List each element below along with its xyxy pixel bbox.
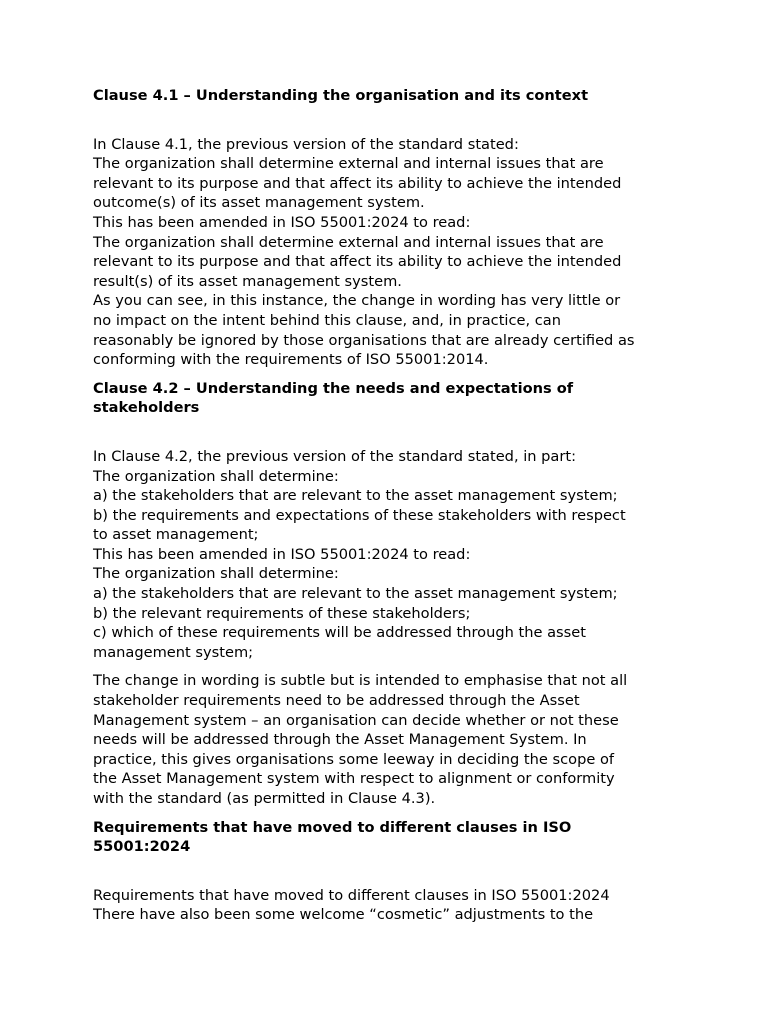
text-line: This has been amended in ISO 55001:2024 to read: xyxy=(93,545,471,563)
text-line: conforming with the requirements of ISO 55001:2014. xyxy=(93,351,489,369)
heading-line: Clause 4.2 – Understanding the needs and expectations of xyxy=(93,379,574,397)
paragraph-change-explanation xyxy=(93,671,683,808)
paragraph-clause-4-2 xyxy=(93,447,683,663)
text-line: The organization shall determine: xyxy=(93,565,339,583)
heading-line: 55001:2024 xyxy=(93,838,191,856)
text-line: The organization shall determine external and internal issues that are xyxy=(93,155,604,173)
text-line: reasonably be ignored by those organisations that are already certified as xyxy=(93,331,635,349)
text-line: no impact on the intent behind this clause, and, in practice, can xyxy=(93,311,561,329)
text-line: Management system – an organisation can decide whether or not these xyxy=(93,711,619,729)
text-line: Requirements that have moved to different clauses in ISO 55001:2024 xyxy=(93,886,610,904)
document-body xyxy=(93,86,683,925)
section-heading-clause-4-1 xyxy=(93,86,683,106)
text-line: to asset management; xyxy=(93,526,259,544)
text-line: relevant to its purpose and that affect its ability to achieve the intended xyxy=(93,174,622,192)
text-line: needs will be addressed through the Asset Management System. In xyxy=(93,731,587,749)
text-line: a) the stakeholders that are relevant to the asset management system; xyxy=(93,487,618,505)
text-line: relevant to its purpose and that affect its ability to achieve the intended xyxy=(93,253,622,271)
text-line: In Clause 4.2, the previous version of the standard stated, in part: xyxy=(93,447,577,465)
text-line: the Asset Management system with respect to alignment or conformity xyxy=(93,770,615,788)
heading-line: stakeholders xyxy=(93,399,200,417)
text-line: The organization shall determine: xyxy=(93,467,339,485)
text-line: As you can see, in this instance, the change in wording has very little or xyxy=(93,292,621,310)
section-heading-moved-requirements xyxy=(93,818,683,857)
text-line: The organization shall determine external and internal issues that are xyxy=(93,233,604,251)
text-line: The change in wording is subtle but is intended to emphasise that not all xyxy=(93,672,628,690)
heading-line: Requirements that have moved to different clauses in ISO xyxy=(93,818,572,836)
heading-line: Clause 4.1 – Understanding the organisation and its context xyxy=(93,87,589,104)
paragraph-clause-4-1 xyxy=(93,135,683,370)
text-line: practice, this gives organisations some leeway in deciding the scope of xyxy=(93,750,615,768)
paragraph-moved-requirements xyxy=(93,886,683,925)
text-line: management system; xyxy=(93,643,254,661)
text-line: outcome(s) of its asset management system. xyxy=(93,194,425,212)
text-line: c) which of these requirements will be addressed through the asset xyxy=(93,624,586,642)
text-line: This has been amended in ISO 55001:2024 to read: xyxy=(93,213,471,231)
text-line: stakeholder requirements need to be addressed through the Asset xyxy=(93,692,580,710)
text-line: result(s) of its asset management system. xyxy=(93,272,402,290)
text-line: In Clause 4.1, the previous version of the standard stated: xyxy=(93,135,519,153)
text-line: b) the relevant requirements of these stakeholders; xyxy=(93,604,471,622)
text-line: with the standard (as permitted in Clause 4.3). xyxy=(93,790,436,807)
text-line: a) the stakeholders that are relevant to the asset management system; xyxy=(93,585,618,603)
text-line: There have also been some welcome “cosmetic” adjustments to the xyxy=(93,906,594,924)
section-heading-clause-4-2 xyxy=(93,379,683,418)
text-line: b) the requirements and expectations of these stakeholders with respect xyxy=(93,506,626,524)
